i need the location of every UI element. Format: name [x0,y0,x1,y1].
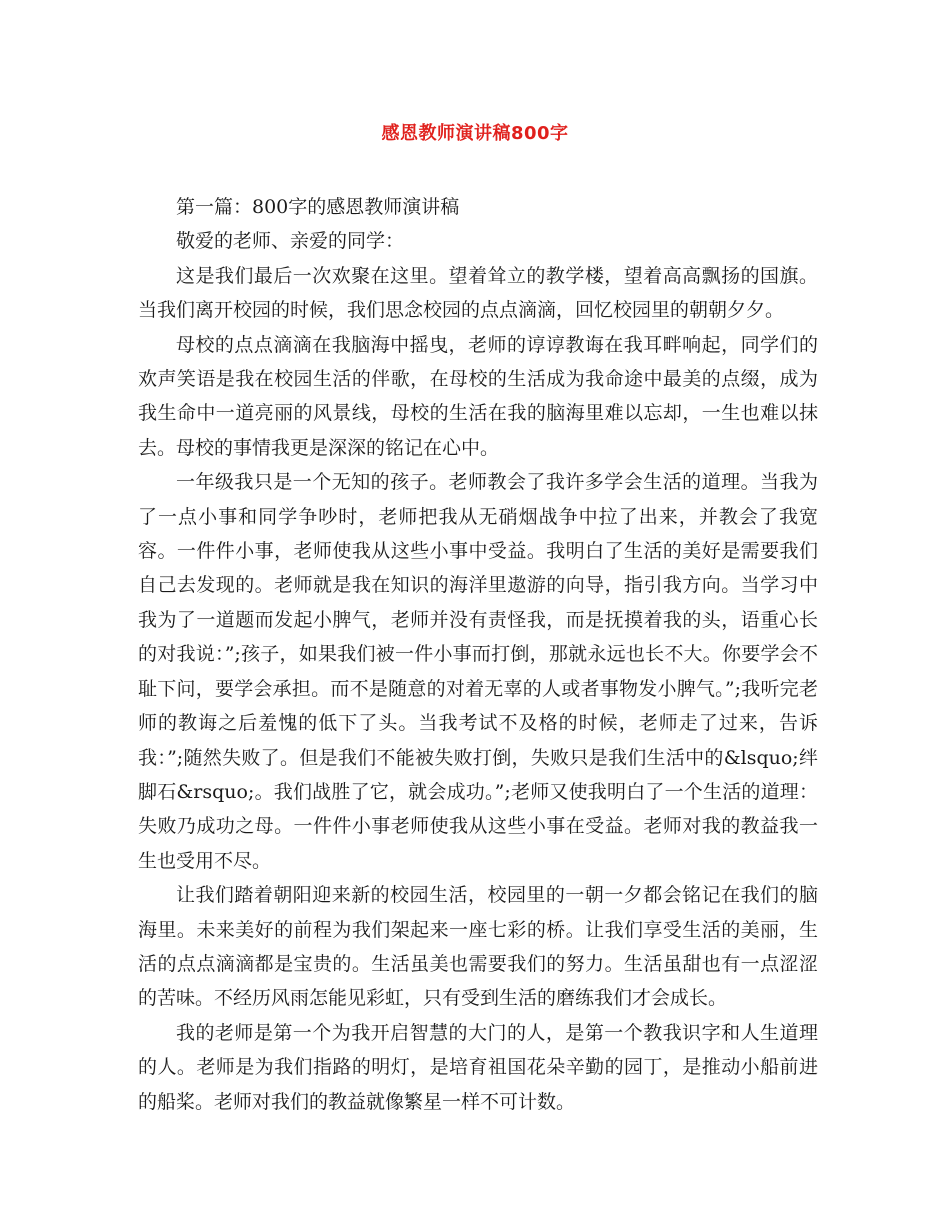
paragraph-salutation: 敬爱的老师、亲爱的同学： [176,230,405,253]
paragraph: 这是我们最后一次欢聚在这里。望着耸立的教学楼，望着高高飘扬的国旗。当我们离开校园的时候，我们思念校园的点点滴滴，回忆校园里的朝朝夕夕。 [138,264,818,322]
paragraph: 我的老师是第一个为我开启智慧的大门的人，是第一个教我识字和人生道理的人。老师是为我们指路的明灯，是培育祖国花朵辛勤的园丁，是推动小船前进的船桨。老师对我们的教益就像繁星一样不可计数。 [138,1021,818,1113]
paragraph: 让我们踏着朝阳迎来新的校园生活，校园里的一朝一夕都会铭记在我们的脑海里。未来美好的前程为我们架起来一座七彩的桥。让我们享受生活的美丽，生活的点点滴滴都是宝贵的。生活虽美也需要我们的努力。生活虽甜也有一点涩涩的苦味。不经历风雨怎能见彩虹，只有受到生活的磨练我们才会成长。 [138,884,818,1010]
document-body [138,190,818,1119]
paragraph: 一年级我只是一个无知的孩子。老师教会了我许多学会生活的道理。当我为了一点小事和同学争吵时，老师把我从无硝烟战争中拉了出来，并教会了我宽容。一件件小事，老师使我从这些小事中受益。我明白了生活的美好是需要我们自己去发现的。老师就是我在知识的海洋里遨游的向导，指引我方向。当学习中我为了一道题而发起小脾气，老师并没有责怪我，而是抚摸着我的头，语重心长的对我说：”;孩子，如果我们被一件小事而打倒，那就永远也长不大。你要学会不耻下问，要学会承担。而不是随意的对着无辜的人或者事物发小脾气。”;我听完老师的教诲之后羞愧的低下了头。当我考试不及格的时候，老师走了过来，告诉我：”;随然失败了。但是我们不能被失败打倒，失败只是我们生活中的&lsquo;绊脚石&rsquo;。我们战胜了它，就会成功。”;老师又使我明白了一个生活的道理：失败乃成功之母。一件件小事老师使我从这些小事在受益。老师对我的教益我一生也受用不尽。 [138,471,818,872]
document-title: 感恩教师演讲稿800字 [381,123,569,144]
paragraph-heading: 第一篇：800字的感恩教师演讲稿 [176,196,460,218]
paragraph: 母校的点点滴滴在我脑海中摇曳，老师的谆谆教诲在我耳畔响起，同学们的欢声笑语是我在校园生活的伴歌，在母校的生活成为我命途中最美的点缀，成为我生命中一道亮丽的风景线，母校的生活在我的脑海里难以忘却，一生也难以抹去。母校的事情我更是深深的铭记在心中。 [138,333,818,459]
